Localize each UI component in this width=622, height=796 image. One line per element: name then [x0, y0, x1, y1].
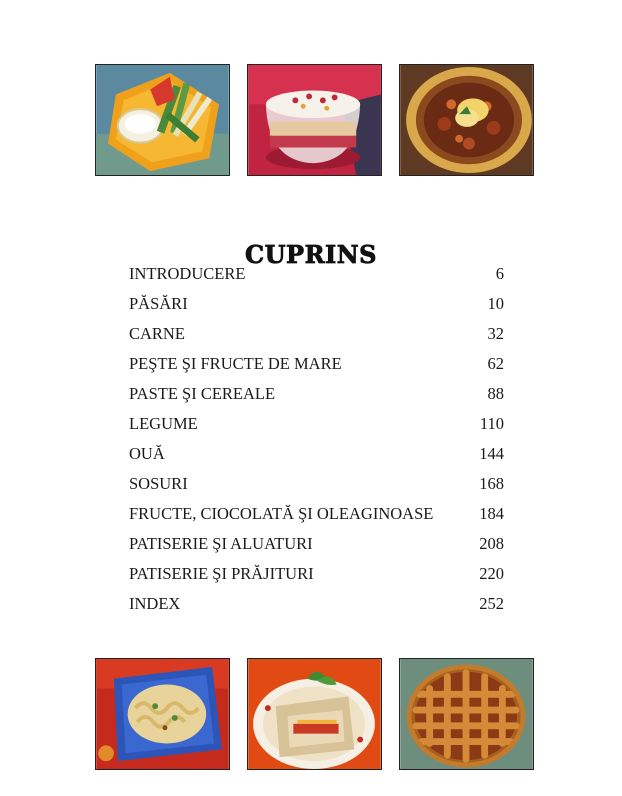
- page-title: CUPRINS: [244, 240, 378, 270]
- toc-entry[interactable]: [129, 323, 504, 353]
- toc-entry-title: INDEX: [129, 594, 181, 613]
- toc-entry-title: PATISERIE ŞI ALUATURI: [129, 534, 313, 553]
- photo-lattice-pie: [399, 658, 534, 770]
- toc-entry-title: PASTE ŞI CEREALE: [129, 384, 276, 403]
- toc-entry-page: 6: [495, 264, 504, 283]
- toc-entry[interactable]: [129, 563, 504, 593]
- toc-entry-page: 168: [479, 474, 504, 493]
- toc-entry[interactable]: [129, 443, 504, 473]
- toc-entry-page: 252: [479, 594, 504, 613]
- toc-entry-title: CARNE: [129, 324, 185, 343]
- toc-entry-page: 184: [479, 504, 504, 523]
- photo-fish-en-papillote: [247, 658, 382, 770]
- toc-entry[interactable]: [129, 533, 504, 563]
- toc-entry-title: PATISERIE ŞI PRĂJITURI: [129, 564, 314, 583]
- photo-vegetable-dip-platter: [95, 64, 230, 176]
- toc-entry-title: PĂSĂRI: [129, 294, 188, 313]
- toc-entry-page: 88: [487, 384, 504, 403]
- toc-entry[interactable]: [129, 353, 504, 383]
- toc-entry-title: LEGUME: [129, 414, 198, 433]
- toc-entry[interactable]: [129, 263, 504, 293]
- toc-entry-page: 144: [479, 444, 504, 463]
- toc-entry-page: 62: [487, 354, 504, 373]
- toc-entry-page: 32: [487, 324, 504, 343]
- toc-entry[interactable]: [129, 503, 504, 533]
- toc-entry-title: PEŞTE ŞI FRUCTE DE MARE: [129, 354, 342, 373]
- table-of-contents: [129, 263, 504, 623]
- toc-entry-page: 208: [479, 534, 504, 553]
- toc-entry-title: SOSURI: [129, 474, 188, 493]
- toc-entry[interactable]: [129, 473, 504, 503]
- toc-entry[interactable]: [129, 593, 504, 623]
- toc-entry-title: OUĂ: [129, 444, 165, 463]
- photo-trifle-dessert: [247, 64, 382, 176]
- toc-entry-page: 110: [479, 414, 504, 433]
- toc-entry-title: INTRODUCERE: [129, 264, 246, 283]
- photo-meat-stew: [399, 64, 534, 176]
- toc-entry-title: FRUCTE, CIOCOLATĂ ŞI OLEAGINOASE: [129, 504, 434, 523]
- toc-entry-page: 220: [479, 564, 504, 583]
- photo-pasta-dish: [95, 658, 230, 770]
- toc-entry-page: 10: [487, 294, 504, 313]
- toc-entry[interactable]: [129, 293, 504, 323]
- toc-entry[interactable]: [129, 383, 504, 413]
- toc-entry[interactable]: [129, 413, 504, 443]
